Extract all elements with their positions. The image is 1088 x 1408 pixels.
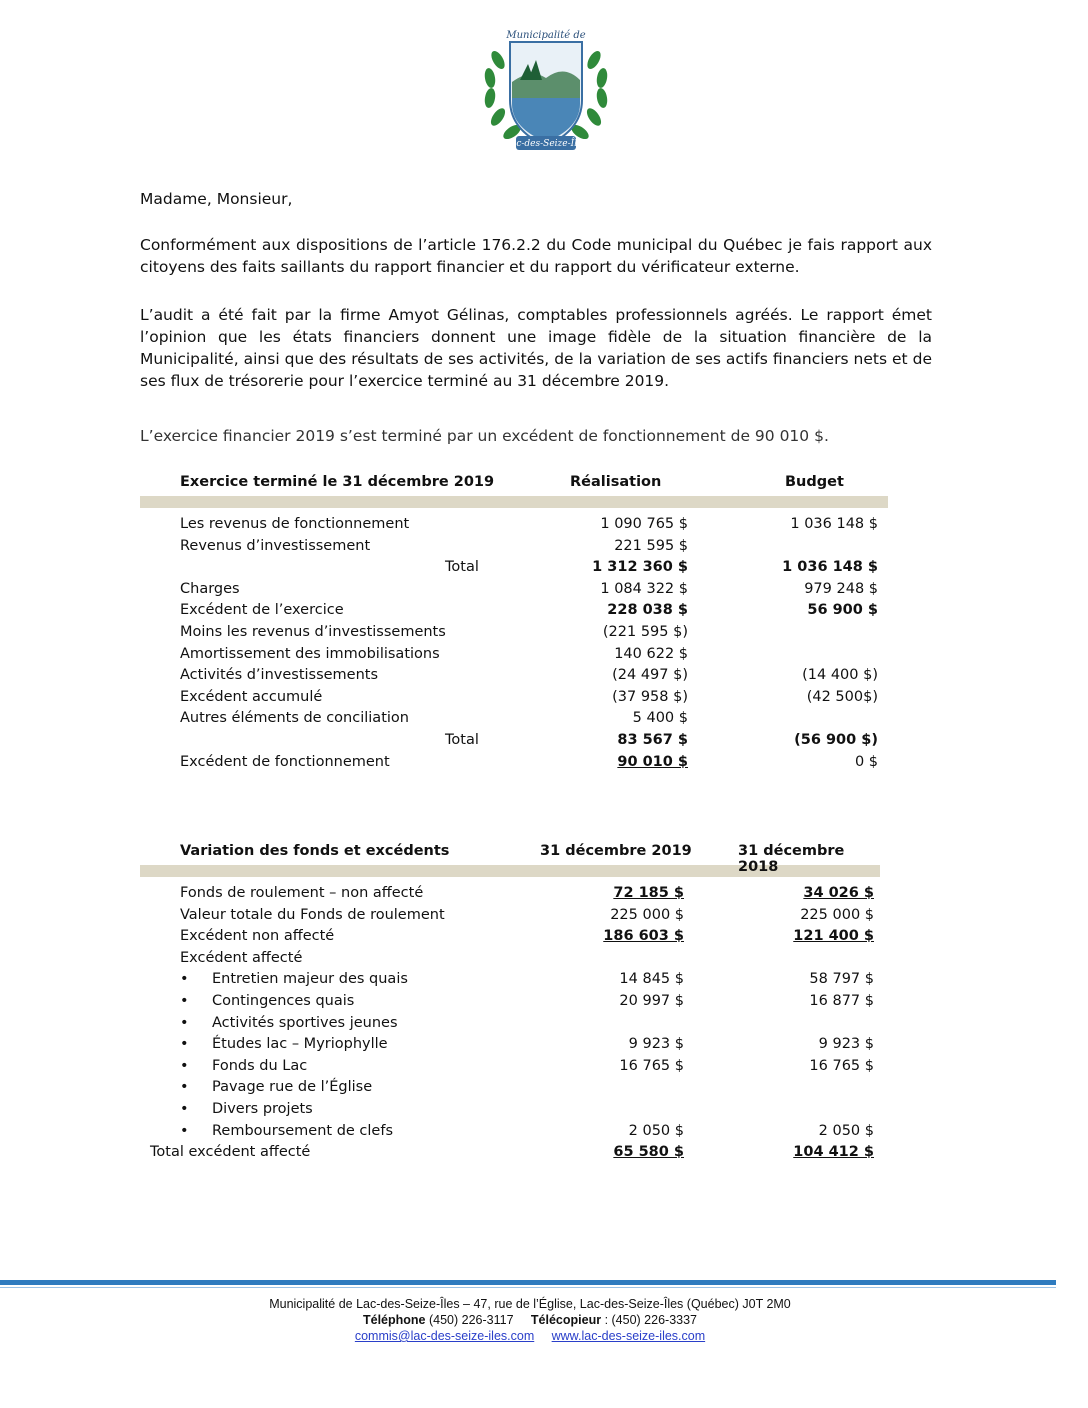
row-2019: 186 603 $ [603, 928, 684, 945]
row-2018: 34 026 $ [803, 885, 874, 901]
header-2019: 31 décembre 2019 [540, 843, 692, 859]
row-label: Fonds de roulement – non affecté [180, 885, 424, 901]
phone-label: Téléphone [362, 1313, 426, 1327]
row-budget: 1 036 148 $ [790, 516, 878, 532]
row-label: Remboursement de clefs [212, 1122, 394, 1139]
row-label: Total [445, 559, 479, 576]
row-2019: 14 845 $ [619, 971, 684, 988]
email-link[interactable]: commis@lac-des-seize-iles.com [354, 1329, 535, 1343]
row-label: Total [445, 731, 479, 748]
row-label: Divers projets [212, 1100, 313, 1117]
row-2018: 121 400 $ [793, 928, 874, 945]
row-label: Entretien majeur des quais [212, 971, 408, 988]
fax-label: Télécopieur [530, 1313, 602, 1327]
row-2019: 225 000 $ [610, 906, 684, 923]
row-budget: 1 036 148 $ [782, 559, 878, 576]
row-budget: (42 500$) [806, 688, 878, 705]
table-row [140, 579, 888, 601]
list-item [140, 969, 880, 991]
bullet-icon: • [180, 992, 189, 1009]
row-label: Excédent de l’exercice [180, 602, 344, 619]
logo-top-text: Municipalité de [506, 30, 586, 41]
bullet-icon: • [180, 1079, 189, 1096]
list-item [140, 991, 880, 1013]
row-label: Études lac – Myriophylle [212, 1036, 388, 1053]
row-budget: 0 $ [854, 753, 878, 770]
table-row [140, 622, 888, 644]
footer-links [0, 1328, 1060, 1344]
row-2019: 2 050 $ [628, 1122, 684, 1139]
funds-table-header [140, 843, 880, 875]
table-row [140, 687, 888, 709]
row-label: Autres éléments de conciliation [180, 710, 409, 727]
row-2019: 20 997 $ [619, 992, 684, 1009]
website-link[interactable]: www.lac-des-seize-iles.com [551, 1329, 706, 1343]
table-row [140, 948, 880, 970]
bullet-icon: • [180, 1100, 189, 1117]
row-label: Valeur totale du Fonds de roulement [180, 906, 445, 923]
row-realisation: 1 084 322 $ [600, 580, 688, 597]
municipality-logo [476, 20, 616, 160]
header-variation: Variation des fonds et excédents [180, 843, 450, 859]
bullet-icon: • [180, 1057, 189, 1074]
row-label: Les revenus de fonctionnement [180, 516, 410, 532]
row-2018: 2 050 $ [818, 1122, 874, 1139]
table-row [140, 514, 888, 536]
bullet-icon: • [180, 1122, 189, 1139]
row-realisation: 221 595 $ [614, 537, 688, 554]
row-2018: 9 923 $ [818, 1036, 874, 1053]
table-row-total [140, 1142, 880, 1164]
row-realisation: 5 400 $ [632, 710, 688, 727]
row-realisation: 228 038 $ [607, 602, 688, 619]
row-budget: (56 900 $) [794, 731, 878, 748]
row-label: Fonds du Lac [212, 1057, 308, 1074]
row-2018: 16 877 $ [809, 992, 874, 1009]
phone-value: (450) 226-3117 [428, 1313, 514, 1327]
table-row [140, 905, 880, 927]
row-realisation: (221 595 $) [602, 623, 688, 640]
row-2018: 58 797 $ [809, 971, 874, 988]
row-label: Activités d’investissements [180, 667, 379, 684]
row-2018: 225 000 $ [800, 906, 874, 923]
row-label: Charges [180, 580, 240, 597]
table-row-final [140, 752, 888, 774]
bullet-icon: • [180, 1036, 189, 1053]
row-label: Excédent affecté [180, 949, 303, 966]
footer-divider-thin [0, 1287, 1056, 1288]
table-row [140, 644, 888, 666]
list-item [140, 1121, 880, 1143]
footer [0, 1296, 1060, 1344]
footer-address: Municipalité de Lac-des-Seize-Îles – 47, rue de l’Église, Lac-des-Seize-Îles (Québec) J0T 2M0 [269, 1297, 791, 1311]
header-budget: Budget [785, 474, 844, 490]
fax-value: : (450) 226-3337 [604, 1313, 698, 1327]
logo-bottom-text: Lac-des-Seize-Îles [504, 139, 588, 149]
paragraph-surplus: L’exercice financier 2019 s’est terminé par un excédent de fonctionnement de 90 010 $. [140, 427, 829, 445]
results-table [140, 474, 888, 773]
table-row [140, 926, 880, 948]
funds-table [140, 843, 880, 1164]
row-2019: 9 923 $ [628, 1036, 684, 1053]
table-row [140, 708, 888, 730]
row-realisation: 90 010 $ [617, 753, 688, 770]
header-realisation: Réalisation [570, 474, 662, 490]
footer-phones [0, 1312, 1060, 1328]
row-label: Excédent non affecté [180, 928, 335, 945]
row-label: Total excédent affecté [150, 1144, 311, 1161]
header-exercise: Exercice terminé le 31 décembre 2019 [180, 474, 495, 490]
row-2019: 16 765 $ [619, 1057, 684, 1074]
table-row [140, 536, 888, 558]
row-realisation: (24 497 $) [612, 667, 688, 684]
row-label: Activités sportives jeunes [212, 1014, 398, 1031]
row-2018: 104 412 $ [793, 1144, 874, 1161]
table-row [140, 665, 888, 687]
paragraph-audit: L’audit a été fait par la firme Amyot Gélinas, comptables professionnels agréés. Le rapport émet l’opinion que les états financiers donnent une image fidèle de la situation financière de la Municipalité, ainsi que des résultats de ses activités, de la variation de ses actifs financiers nets et de ses flux de trésorerie pour l’exercice terminé au 31 décembre 2019. [140, 306, 932, 390]
salutation: Madame, Monsieur, [140, 190, 293, 208]
table-row-total [140, 730, 888, 752]
bullet-icon: • [180, 971, 189, 988]
header-2018: 31 décembre 2018 [738, 843, 845, 875]
row-label: Moins les revenus d’investissements [180, 623, 446, 640]
footer-divider [0, 1280, 1056, 1285]
row-budget: (14 400 $) [802, 667, 878, 684]
row-2019: 65 580 $ [613, 1144, 684, 1161]
row-realisation: 1 090 765 $ [600, 516, 688, 532]
row-realisation: 83 567 $ [617, 731, 688, 748]
row-realisation: 140 622 $ [614, 645, 688, 662]
header-divider [140, 496, 888, 508]
row-label: Contingences quais [212, 992, 355, 1009]
row-budget: 56 900 $ [807, 602, 878, 619]
table-row [140, 600, 888, 622]
list-item [140, 1013, 880, 1035]
row-label: Amortissement des immobilisations [180, 645, 440, 662]
row-realisation: (37 958 $) [612, 688, 688, 705]
paragraph-intro: Conformément aux dispositions de l’article 176.2.2 du Code municipal du Québec je fais rapport aux citoyens des faits saillants du rapport financier et du rapport du vérificateur externe. [140, 236, 932, 276]
row-label: Excédent accumulé [180, 688, 323, 705]
row-label: Revenus d’investissement [180, 537, 371, 554]
row-label: Excédent de fonctionnement [180, 753, 390, 770]
list-item [140, 1056, 880, 1078]
table-row-total [140, 557, 888, 579]
row-2018: 16 765 $ [809, 1057, 874, 1074]
row-2019: 72 185 $ [613, 885, 684, 901]
list-item [140, 1034, 880, 1056]
table-row [140, 883, 880, 905]
bullet-icon: • [180, 1014, 189, 1031]
row-realisation: 1 312 360 $ [592, 559, 688, 576]
list-item [140, 1077, 880, 1099]
list-item [140, 1099, 880, 1121]
row-label: Pavage rue de l’Église [212, 1079, 373, 1096]
logo-crest [476, 20, 616, 160]
results-table-header [140, 474, 888, 496]
row-budget: 979 248 $ [804, 580, 878, 597]
